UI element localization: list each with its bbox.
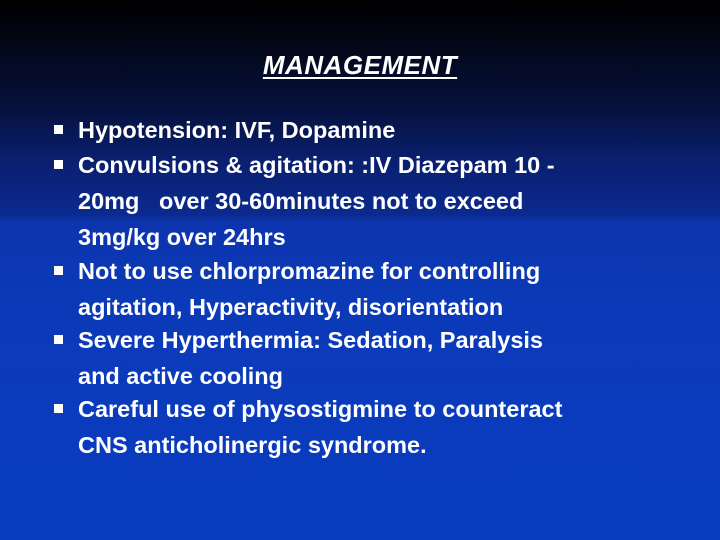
bullet-text-line: 20mg over 30-60minutes not to exceed [78, 188, 524, 214]
bullet-text-line: 3mg/kg over 24hrs [78, 224, 286, 250]
bullet-text-line: Convulsions & agitation: :IV Diazepam 10 - [78, 152, 555, 178]
bullet-item-physostigmine [54, 391, 674, 463]
bullet-item-convulsions [54, 147, 674, 255]
bullet-text-line: and active cooling [78, 363, 284, 389]
bullet-item-hyperthermia [54, 322, 674, 394]
bullet-list [54, 112, 674, 463]
bullet-text-line: Not to use chlorpromazine for controlling [78, 258, 541, 284]
square-bullet-icon [54, 160, 63, 169]
square-bullet-icon [54, 266, 63, 275]
bullet-item-chlorpromazine [54, 253, 674, 325]
square-bullet-icon [54, 335, 63, 344]
bullet-text-line: Careful use of physostigmine to counteract [78, 396, 563, 422]
square-bullet-icon [54, 404, 63, 413]
bullet-text-line: CNS anticholinergic syndrome. [78, 432, 427, 458]
square-bullet-icon [54, 125, 63, 134]
bullet-text-line: Hypotension: IVF, Dopamine [78, 117, 396, 143]
bullet-text-line: Severe Hyperthermia: Sedation, Paralysis [78, 327, 543, 353]
slide-title: MANAGEMENT [262, 50, 458, 80]
bullet-text-line: agitation, Hyperactivity, disorientation [78, 294, 504, 320]
bullet-item-hypotension [54, 112, 674, 148]
